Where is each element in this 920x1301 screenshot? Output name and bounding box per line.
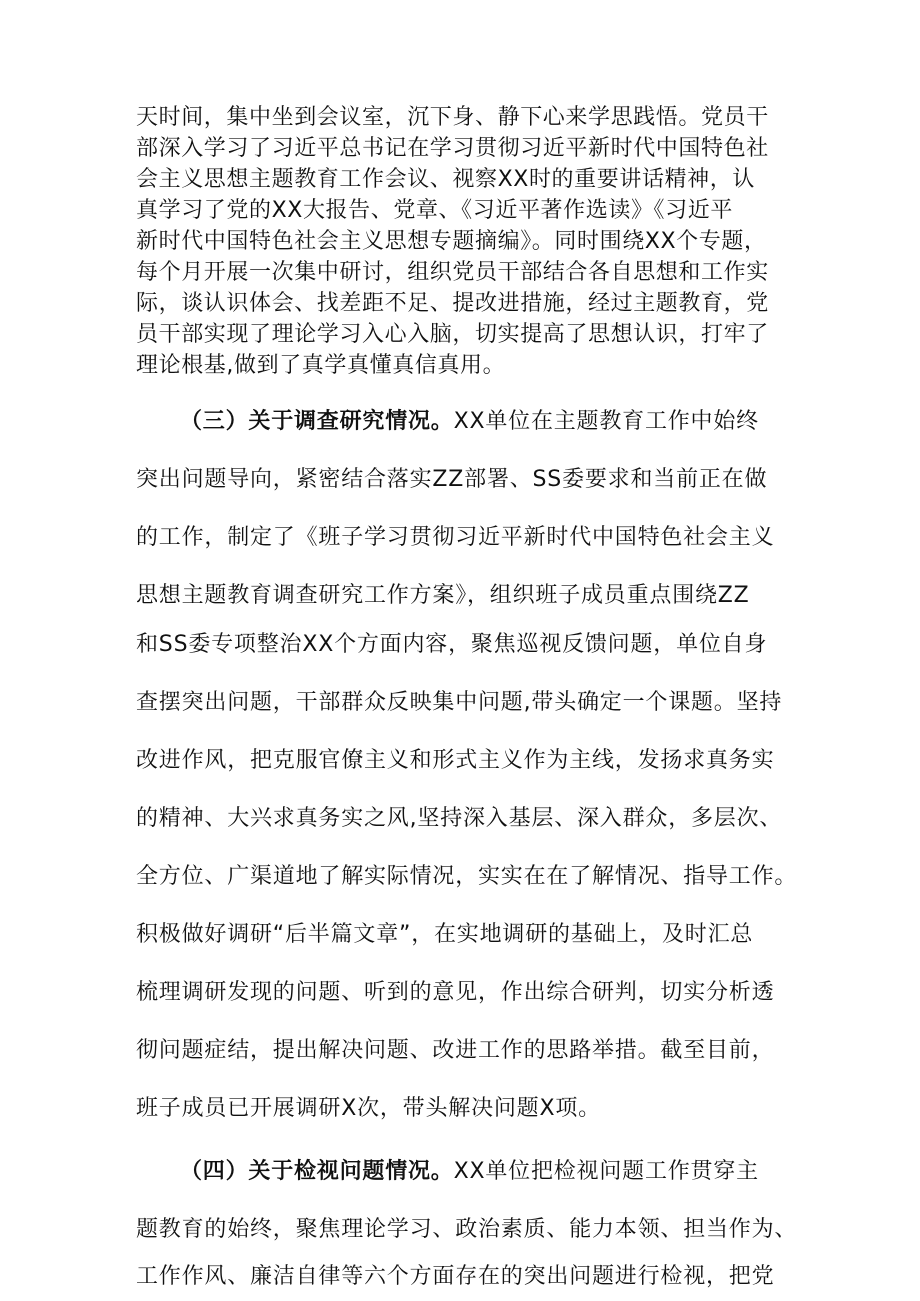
text-line: 工作作风、廉洁自律等六个方面存在的突出问题进行检视，把党 — [136, 1264, 775, 1289]
text-line: 员干部实现了理论学习入心入脑，切实提高了思想认识，打牢了 — [136, 322, 769, 347]
text-line: 积极做好调研“后半篇文章”，在实地调研的基础上，及时汇总 — [136, 922, 754, 947]
text-line: 班子成员已开展调研X次，带头解决问题X项。 — [136, 1096, 601, 1121]
text-line: 彻问题症结，提出解决问题、改进工作的思路举措。截至目前， — [136, 1038, 775, 1063]
text-line: 梳理调研发现的问题、听到的意见，作出综合研判，切实分析透 — [136, 980, 775, 1005]
text-line: 理论根基,做到了真学真懂真信真用。 — [136, 353, 506, 378]
text-line: 新时代中国特色社会主义思想专题摘编》。同时围绕XX个专题， — [136, 229, 767, 254]
text-line: 每个月开展一次集中研讨，组织党员干部结合各自思想和工作实 — [136, 260, 769, 285]
text-line: 改进作风，把克服官僚主义和形式主义作为主线，发扬求真务实 — [136, 748, 775, 773]
section-text: XX单位把检视问题工作贯穿主 — [453, 1159, 759, 1184]
section-heading: （三）关于调查研究情况。 — [180, 409, 454, 434]
section-first-line — [180, 1157, 759, 1187]
text-line: 的工作，制定了《班子学习贯彻习近平新时代中国特色社会主义 — [136, 525, 775, 550]
text-line: 天时间，集中坐到会议室，沉下身、静下心来学思践悟。党员干 — [136, 105, 769, 130]
section-text: XX单位在主题教育工作中始终 — [453, 409, 759, 434]
section-heading: （四）关于检视问题情况。 — [180, 1159, 454, 1184]
text-line: 会主义思想主题教育工作会议、视察XX时的重要讲话精神，认 — [136, 167, 755, 192]
text-line: 的精神、大兴求真务实之风,坚持深入基层、深入群众，多层次、 — [136, 806, 783, 831]
text-line: 思想主题教育调查研究工作方案》，组织班子成员重点围绕ZZ — [136, 583, 750, 608]
text-line: 题教育的始终，聚焦理论学习、政治素质、能力本领、担当作为、 — [136, 1217, 798, 1242]
text-line: 和SS委专项整治XX个方面内容，聚焦巡视反馈问题，单位自身 — [136, 632, 768, 657]
text-line: 查摆突出问题，干部群众反映集中问题,带头确定一个课题。坚持 — [136, 690, 783, 715]
text-line: 真学习了党的XX大报告、党章、《习近平著作选读》《习近平 — [136, 198, 733, 223]
text-line: 部深入学习了习近平总书记在学习贯彻习近平新时代中国特色社 — [136, 136, 769, 161]
text-line: 际，谈认识体会、找差距不足、提改进措施，经过主题教育，党 — [136, 291, 769, 316]
text-line: 全方位、广渠道地了解实际情况，实实在在了解情况、指导工作。 — [136, 864, 798, 889]
section-first-line — [180, 407, 759, 437]
text-line: 突出问题导向，紧密结合落实ZZ部署、SS委要求和当前正在做 — [136, 467, 768, 492]
